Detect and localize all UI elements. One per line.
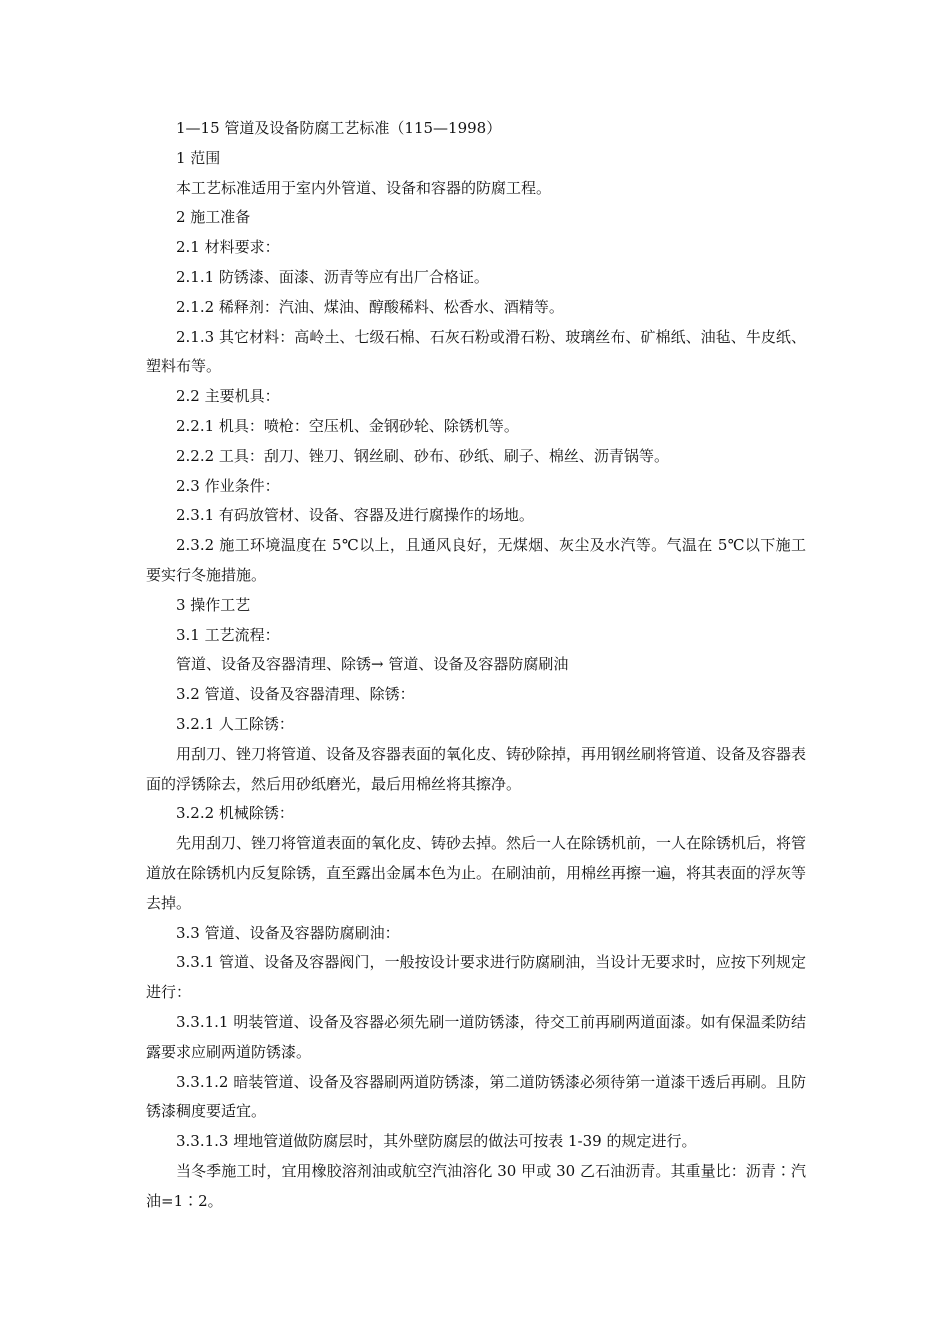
section-heading: 3 操作工艺 bbox=[176, 595, 251, 614]
paragraph: 2.2.1 机具：喷枪：空压机、金钢砂轮、除锈机等。 bbox=[176, 416, 519, 435]
paragraph: 2.1.1 防锈漆、面漆、沥青等应有出厂合格证。 bbox=[176, 267, 489, 286]
paragraph: 2.1.2 稀释剂：汽油、煤油、醇酸稀料、松香水、酒精等。 bbox=[176, 297, 564, 316]
subsection-heading: 3.2.2 机械除锈： bbox=[176, 804, 294, 823]
document-title: 1—15 管道及设备防腐工艺标准（115—1998） bbox=[176, 119, 502, 137]
paragraph: 本工艺标准适用于室内外管道、设备和容器的防腐工程。 bbox=[176, 178, 552, 197]
paragraph: 用刮刀、锉刀将管道、设备及容器表面的氧化皮、铸砂除掉，再用钢丝刷将管道、设备及容器表面的浮锈除去，然后用砂纸磨光，最后用棉丝将其擦净。 bbox=[146, 744, 807, 793]
process-flow: 管道、设备及容器清理、除锈→ 管道、设备及容器防腐刷油 bbox=[176, 655, 569, 674]
subsection-heading: 2.2 主要机具： bbox=[176, 387, 280, 406]
subsection-heading: 3.3 管道、设备及容器防腐刷油： bbox=[176, 923, 400, 942]
document-body bbox=[146, 114, 806, 1216]
paragraph: 3.3.1.1 明装管道、设备及容器必须先刷一道防锈漆，待交工前再刷两道面漆。如有保温柔防结露要求应刷两道防锈漆。 bbox=[146, 1012, 806, 1061]
paragraph: 3.3.1.3 埋地管道做防腐层时，其外壁防腐层的做法可按表 1-39 的规定进行。 bbox=[176, 1132, 697, 1151]
subsection-heading: 2.3 作业条件： bbox=[176, 476, 280, 495]
subsection-heading: 3.2.1 人工除锈： bbox=[176, 714, 294, 733]
subsection-heading: 2.1 材料要求： bbox=[176, 238, 280, 257]
paragraph: 2.2.2 工具：刮刀、锉刀、钢丝刷、砂布、砂纸、刷子、棉丝、沥青锅等。 bbox=[176, 446, 669, 465]
section-heading: 1 范围 bbox=[176, 148, 221, 167]
subsection-heading: 3.2 管道、设备及容器清理、除锈： bbox=[176, 685, 415, 704]
paragraph: 3.3.1.2 暗装管道、设备及容器刷两道防锈漆，第二道防锈漆必须待第一道漆干透后再刷。且防锈漆稠度要适宜。 bbox=[146, 1072, 806, 1121]
paragraph: 3.3.1 管道、设备及容器阀门，一般按设计要求进行防腐刷油，当设计无要求时，应按下列规定进行： bbox=[146, 953, 806, 1002]
paragraph: 当冬季施工时，宜用橡胶溶剂油或航空汽油溶化 30 甲或 30 乙石油沥青。其重量比：沥青∶汽油=1∶2。 bbox=[146, 1161, 806, 1210]
subsection-heading: 3.1 工艺流程： bbox=[176, 625, 280, 644]
section-heading: 2 施工准备 bbox=[176, 208, 251, 227]
paragraph: 先用刮刀、锉刀将管道表面的氧化皮、铸砂去掉。然后一人在除锈机前，一人在除锈机后，将管道放在除锈机内反复除锈，直至露出金属本色为止。在刷油前，用棉丝再擦一遍，将其表面的浮灰等去掉。 bbox=[146, 834, 807, 912]
paragraph: 2.1.3 其它材料：高岭土、七级石棉、石灰石粉或滑石粉、玻璃丝布、矿棉纸、油毡、牛皮纸、塑料布等。 bbox=[146, 327, 806, 376]
paragraph: 2.3.1 有码放管材、设备、容器及进行腐操作的场地。 bbox=[176, 506, 534, 525]
paragraph: 2.3.2 施工环境温度在 5℃以上，且通风良好，无煤烟、灰尘及水汽等。气温在 5℃以下施工要实行冬施措施。 bbox=[146, 536, 806, 584]
